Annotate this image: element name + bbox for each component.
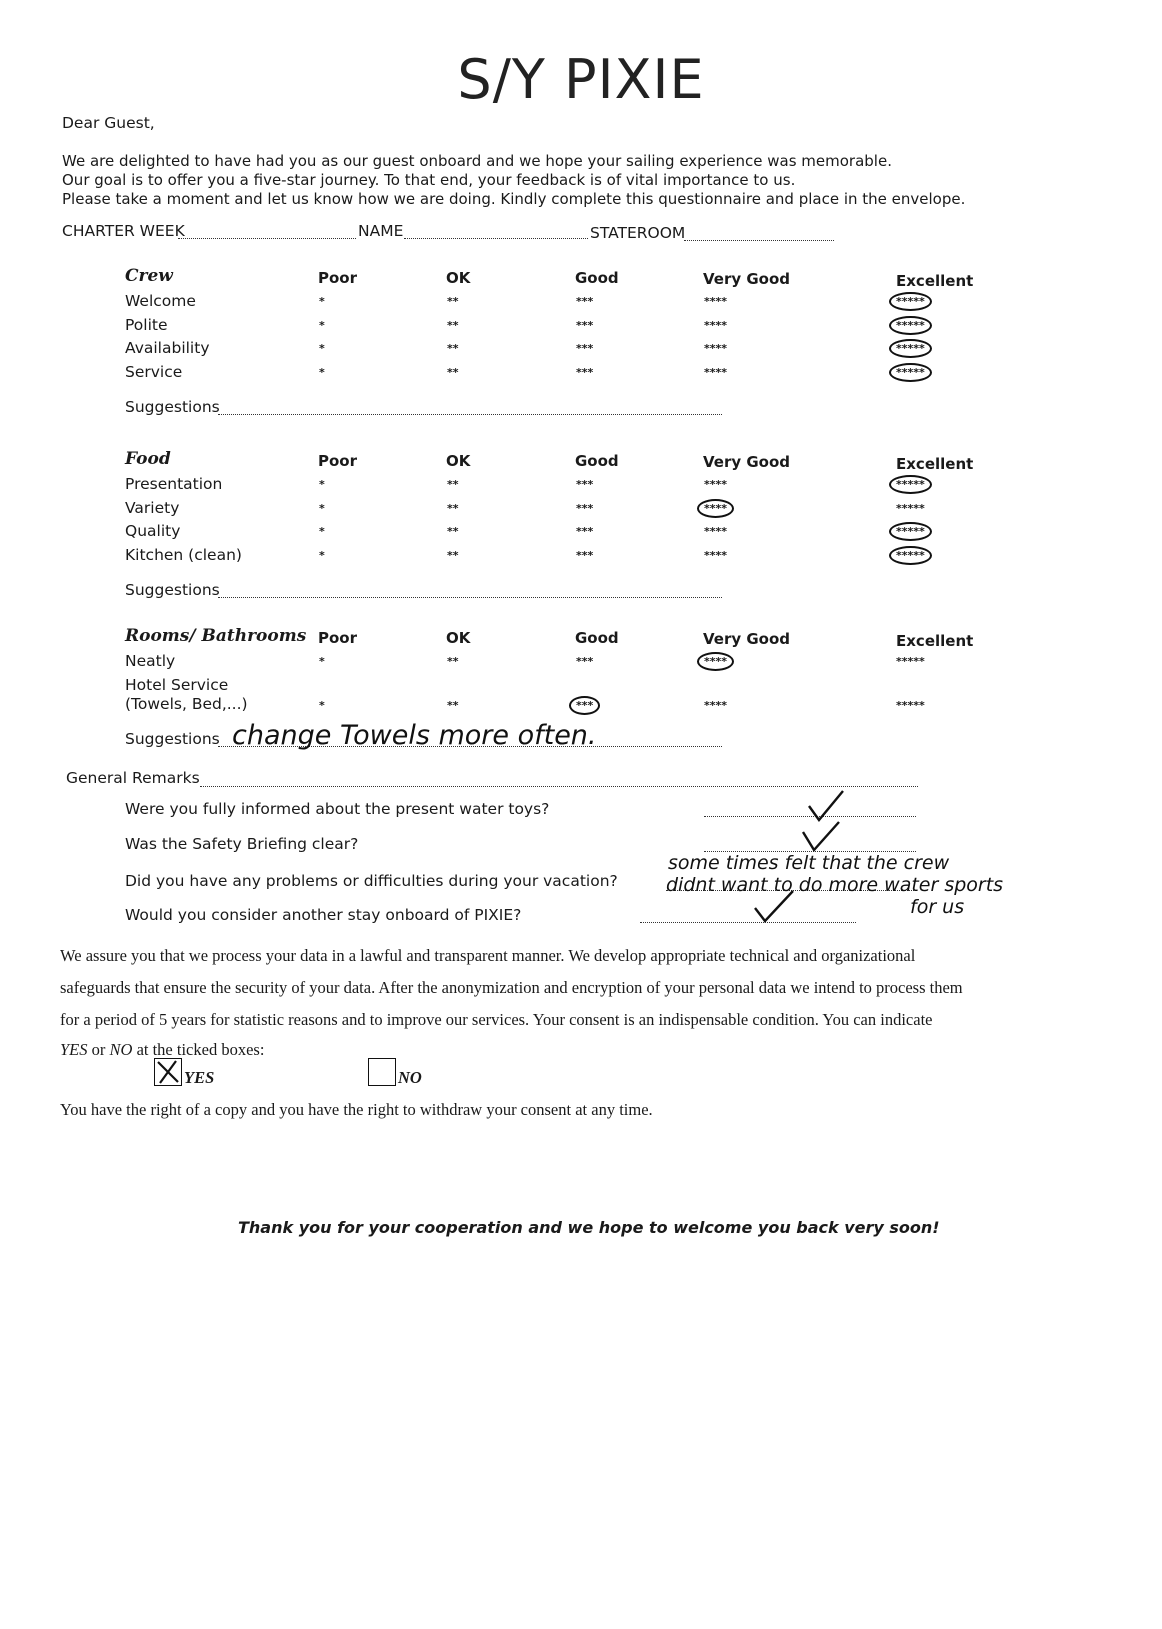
stateroom-label: STATEROOM — [590, 224, 686, 242]
suggestions-field[interactable] — [218, 414, 722, 415]
rating-column-header: Excellent — [896, 632, 974, 650]
rating-stars[interactable]: *** — [576, 295, 594, 308]
rating-stars[interactable]: * — [319, 342, 325, 355]
rating-column-header: Poor — [318, 629, 358, 647]
suggestions-label: Suggestions — [125, 730, 220, 748]
rating-item-label-2: (Towels, Bed,...) — [125, 694, 248, 713]
answer-line-another-stay[interactable] — [640, 922, 856, 923]
privacy-line-4 — [60, 1040, 264, 1060]
rating-stars[interactable]: *** — [576, 501, 594, 515]
rating-stars[interactable]: **** — [704, 478, 728, 491]
rating-column-header: Poor — [318, 269, 358, 287]
rating-stars[interactable]: * — [319, 478, 325, 491]
rating-stars[interactable]: *** — [576, 318, 594, 332]
intro-line-1: We are delighted to have had you as our guest onboard and we hope your sailing experience was memorable. — [62, 152, 892, 170]
charter-week-field[interactable] — [178, 238, 356, 239]
rating-stars[interactable]: ***** — [896, 698, 925, 712]
rating-item-label: Presentation — [125, 475, 223, 493]
rating-column-header: Good — [575, 629, 619, 647]
selected-rating-stars[interactable]: *** — [569, 696, 600, 715]
rating-stars[interactable]: ** — [447, 525, 459, 538]
rating-stars[interactable]: ** — [447, 342, 459, 355]
rating-stars[interactable]: ** — [447, 655, 459, 668]
yes-checkbox[interactable] — [154, 1058, 182, 1086]
rating-column-header: OK — [446, 452, 471, 470]
rating-column-header: Very Good — [703, 630, 791, 648]
rating-stars[interactable]: * — [319, 698, 325, 712]
check-safety-briefing-icon — [800, 818, 842, 854]
intro-line-2: Our goal is to offer you a five-star journey. To that end, your feedback is of vital importance to us. — [62, 171, 796, 189]
rating-column-header: Good — [575, 452, 619, 470]
rating-stars[interactable]: *** — [576, 365, 594, 379]
rating-stars[interactable]: * — [319, 655, 325, 668]
rating-stars[interactable]: ** — [447, 295, 459, 308]
rating-column-header: Very Good — [703, 453, 791, 471]
selected-rating-stars[interactable]: ***** — [889, 316, 932, 335]
selected-rating-stars[interactable]: **** — [697, 499, 734, 518]
rating-item-label: Service — [125, 362, 183, 381]
rating-stars[interactable]: *** — [576, 655, 594, 668]
no-label: NO — [398, 1068, 422, 1087]
privacy-line-3: for a period of 5 years for statistic reasons and to improve our services. Your consent is an indispensable condition. You can indicate — [60, 1010, 933, 1029]
rating-column-header: OK — [446, 629, 471, 647]
rating-stars[interactable]: * — [319, 295, 325, 308]
section-title: Food — [125, 449, 171, 469]
name-field[interactable] — [404, 238, 588, 239]
rating-stars[interactable]: *** — [576, 342, 594, 355]
section-title: Crew — [125, 266, 173, 286]
problems-note-line-2: didnt want to do more water sports — [666, 874, 1004, 896]
rating-stars[interactable]: **** — [704, 548, 728, 562]
privacy-line-1: We assure you that we process your data in a lawful and transparent manner. We develop appropriate technical and organizational — [60, 946, 916, 965]
rating-stars[interactable]: *** — [576, 478, 594, 491]
general-remarks-label: General Remarks — [66, 769, 200, 787]
selected-rating-stars[interactable]: ***** — [889, 522, 932, 541]
rating-item-label: Welcome — [125, 292, 196, 310]
rating-column-header: Good — [575, 269, 619, 287]
name-label: NAME — [358, 222, 404, 240]
rating-stars[interactable]: * — [319, 365, 325, 379]
suggestions-label: Suggestions — [125, 398, 220, 416]
rating-stars[interactable]: **** — [704, 295, 728, 308]
rating-stars[interactable]: ** — [447, 548, 459, 562]
greeting: Dear Guest, — [62, 114, 155, 132]
rating-stars[interactable]: ***** — [896, 655, 925, 668]
rating-stars[interactable]: * — [319, 548, 325, 562]
general-remarks-field[interactable] — [200, 786, 918, 787]
rating-column-header: Poor — [318, 452, 358, 470]
rating-item-label: Quality — [125, 522, 181, 540]
rating-column-header: Very Good — [703, 270, 791, 288]
rating-column-header: Excellent — [896, 272, 974, 290]
question-problems: Did you have any problems or difficulties during your vacation? — [125, 872, 618, 890]
selected-rating-stars[interactable]: ***** — [889, 339, 932, 358]
rating-item-label: Availability — [125, 339, 210, 357]
rating-stars[interactable]: ** — [447, 478, 459, 491]
privacy-line-4-rest: at the ticked boxes: — [132, 1040, 265, 1059]
no-checkbox[interactable] — [368, 1058, 396, 1086]
rating-item-label: Neatly — [125, 652, 176, 670]
selected-rating-stars[interactable]: ***** — [889, 546, 932, 565]
rating-stars[interactable]: **** — [704, 318, 728, 332]
question-water-toys: Were you fully informed about the present water toys? — [125, 800, 550, 818]
rating-item-label: Variety — [125, 498, 180, 517]
stateroom-field[interactable] — [684, 240, 834, 241]
rating-stars[interactable]: *** — [576, 548, 594, 562]
selected-rating-stars[interactable]: ***** — [889, 363, 932, 382]
rating-stars[interactable]: * — [319, 318, 325, 332]
rating-stars[interactable]: ** — [447, 318, 459, 332]
charter-week-label: CHARTER WEEK — [62, 222, 185, 240]
selected-rating-stars[interactable]: **** — [697, 652, 734, 671]
rating-stars[interactable]: **** — [704, 525, 728, 538]
privacy-no-word: NO — [109, 1040, 133, 1059]
rating-item-label: Polite — [125, 315, 168, 334]
form-title: S/Y PIXIE — [457, 48, 705, 111]
rating-stars[interactable]: * — [319, 525, 325, 538]
rating-stars[interactable]: **** — [704, 342, 728, 355]
rating-stars[interactable]: **** — [704, 698, 728, 712]
section-title: Rooms/ Bathrooms — [125, 626, 307, 646]
rating-item-label: Kitchen (clean) — [125, 545, 242, 564]
yes-label: YES — [184, 1068, 215, 1087]
privacy-or-word: or — [87, 1040, 110, 1059]
rating-column-header: Excellent — [896, 455, 974, 473]
selected-rating-stars[interactable]: ***** — [889, 292, 932, 311]
rating-stars[interactable]: ** — [447, 365, 459, 379]
rating-stars[interactable]: ** — [447, 501, 459, 515]
problems-note-line-3: for us — [910, 896, 965, 918]
rating-stars[interactable]: * — [319, 501, 325, 515]
suggestions-label: Suggestions — [125, 581, 220, 599]
question-safety-briefing: Was the Safety Briefing clear? — [125, 835, 359, 853]
rooms-suggestion-handwriting: change Towels more often. — [232, 720, 597, 751]
closing-thanks: Thank you for your cooperation and we hope to welcome you back very soon! — [238, 1218, 940, 1237]
rating-item-label: Hotel Service — [125, 675, 229, 694]
problems-note-line-1: some times felt that the crew — [668, 852, 950, 874]
rating-stars[interactable]: ** — [447, 698, 459, 712]
rating-stars[interactable]: **** — [704, 365, 728, 379]
selected-rating-stars[interactable]: ***** — [889, 475, 932, 494]
rating-stars[interactable]: *** — [576, 525, 594, 538]
question-another-stay: Would you consider another stay onboard of PIXIE? — [125, 906, 522, 924]
suggestions-field[interactable] — [218, 597, 722, 598]
intro-line-3: Please take a moment and let us know how we are doing. Kindly complete this questionnaire and place in the envelope. — [62, 190, 966, 208]
check-another-stay-icon — [752, 888, 796, 924]
rights-statement: You have the right of a copy and you have the right to withdraw your consent at any time. — [60, 1100, 653, 1119]
rating-stars[interactable]: ***** — [896, 501, 925, 515]
privacy-line-2: safeguards that ensure the security of your data. After the anonymization and encryption of your personal data we intend to process them — [60, 978, 963, 997]
x-mark-icon — [155, 1059, 181, 1085]
rating-column-header: OK — [446, 269, 471, 287]
privacy-yes-word: YES — [60, 1040, 88, 1059]
